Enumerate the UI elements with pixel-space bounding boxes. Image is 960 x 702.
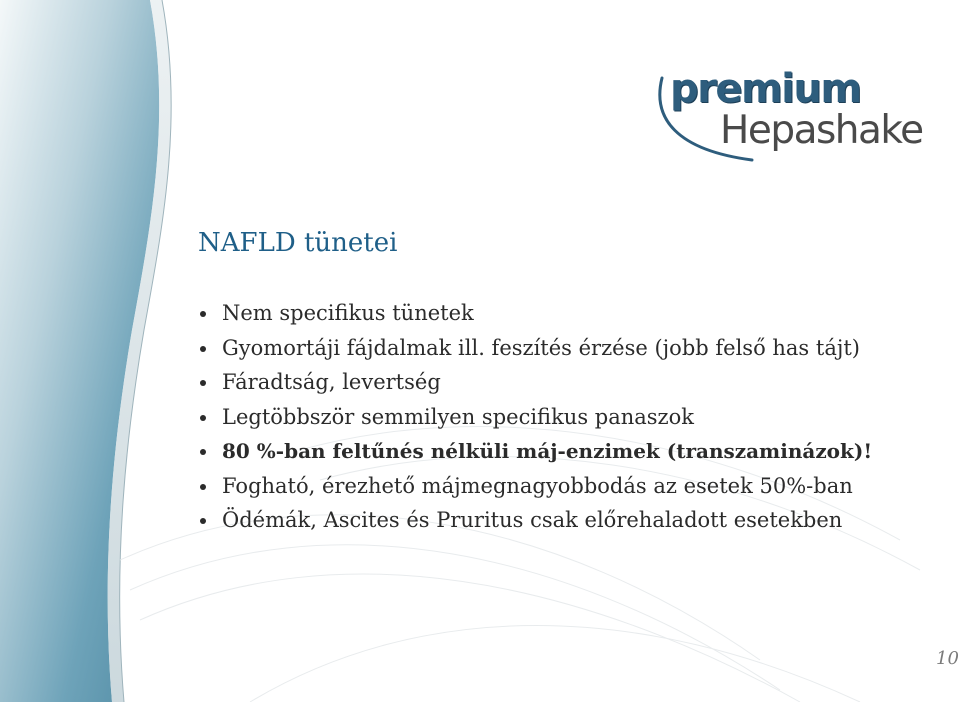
bullet-item: Legtöbbször semmilyen specifikus panaszok xyxy=(196,400,872,435)
page-number: 10 xyxy=(936,648,959,669)
bullet-item: Gyomortáji fájdalmak ill. feszítés érzése (jobb felső has tájt) xyxy=(196,331,872,366)
logo-premium-text: premium xyxy=(670,66,861,112)
bullet-item: Nem specifikus tünetek xyxy=(196,296,872,331)
bullet-item-emphasis: 80 %-ban feltűnés nélküli máj-enzimek (transzaminázok)! xyxy=(196,434,872,469)
bullet-item: Fáradtság, levertség xyxy=(196,365,872,400)
slide-title: NAFLD tünetei xyxy=(198,228,398,258)
bullet-item: Fogható, érezhető májmegnagyobbodás az esetek 50%-ban xyxy=(196,469,872,504)
premium-hepashake-logo xyxy=(650,64,950,174)
bullet-item: Ödémák, Ascites és Pruritus csak előrehaladott esetekben xyxy=(196,503,872,538)
bullet-list xyxy=(196,296,872,538)
logo-hepashake-text: Hepashake xyxy=(720,108,923,153)
